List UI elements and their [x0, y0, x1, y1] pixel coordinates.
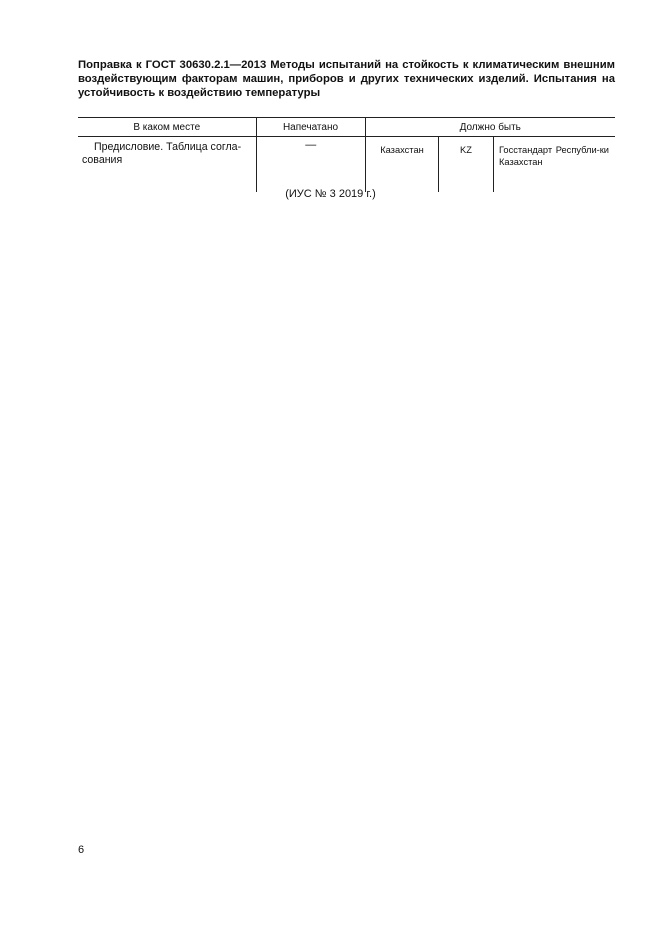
header-printed: Напечатано — [256, 118, 365, 137]
cell-should-be — [365, 137, 615, 193]
header-should-be: Должно быть — [365, 118, 615, 137]
header-where: В каком месте — [78, 118, 256, 137]
source-reference: (ИУС № 3 2019 г.) — [285, 188, 376, 200]
page-number: 6 — [78, 844, 85, 856]
cell-country-code: KZ — [439, 137, 494, 192]
document-title: Поправка к ГОСТ 30630.2.1—2013 Методы испытаний на стойкость к климатическим внешним воздействующим факторам машин, приборов и других технических изделий. Испытания на устойчивость к воздействию температуры — [78, 59, 615, 99]
should-be-inner-row — [365, 137, 615, 192]
correction-table — [78, 117, 615, 192]
cell-where — [78, 137, 256, 193]
cell-country: Казахстан — [366, 137, 439, 192]
cell-where-text: Предисловие. Таблица согла-сования — [82, 141, 242, 166]
table-row — [78, 137, 615, 193]
cell-organization: Госстандарт Республи-ки Казахстан — [499, 145, 609, 167]
cell-printed: — — [305, 139, 317, 151]
table-header-row — [78, 118, 615, 137]
